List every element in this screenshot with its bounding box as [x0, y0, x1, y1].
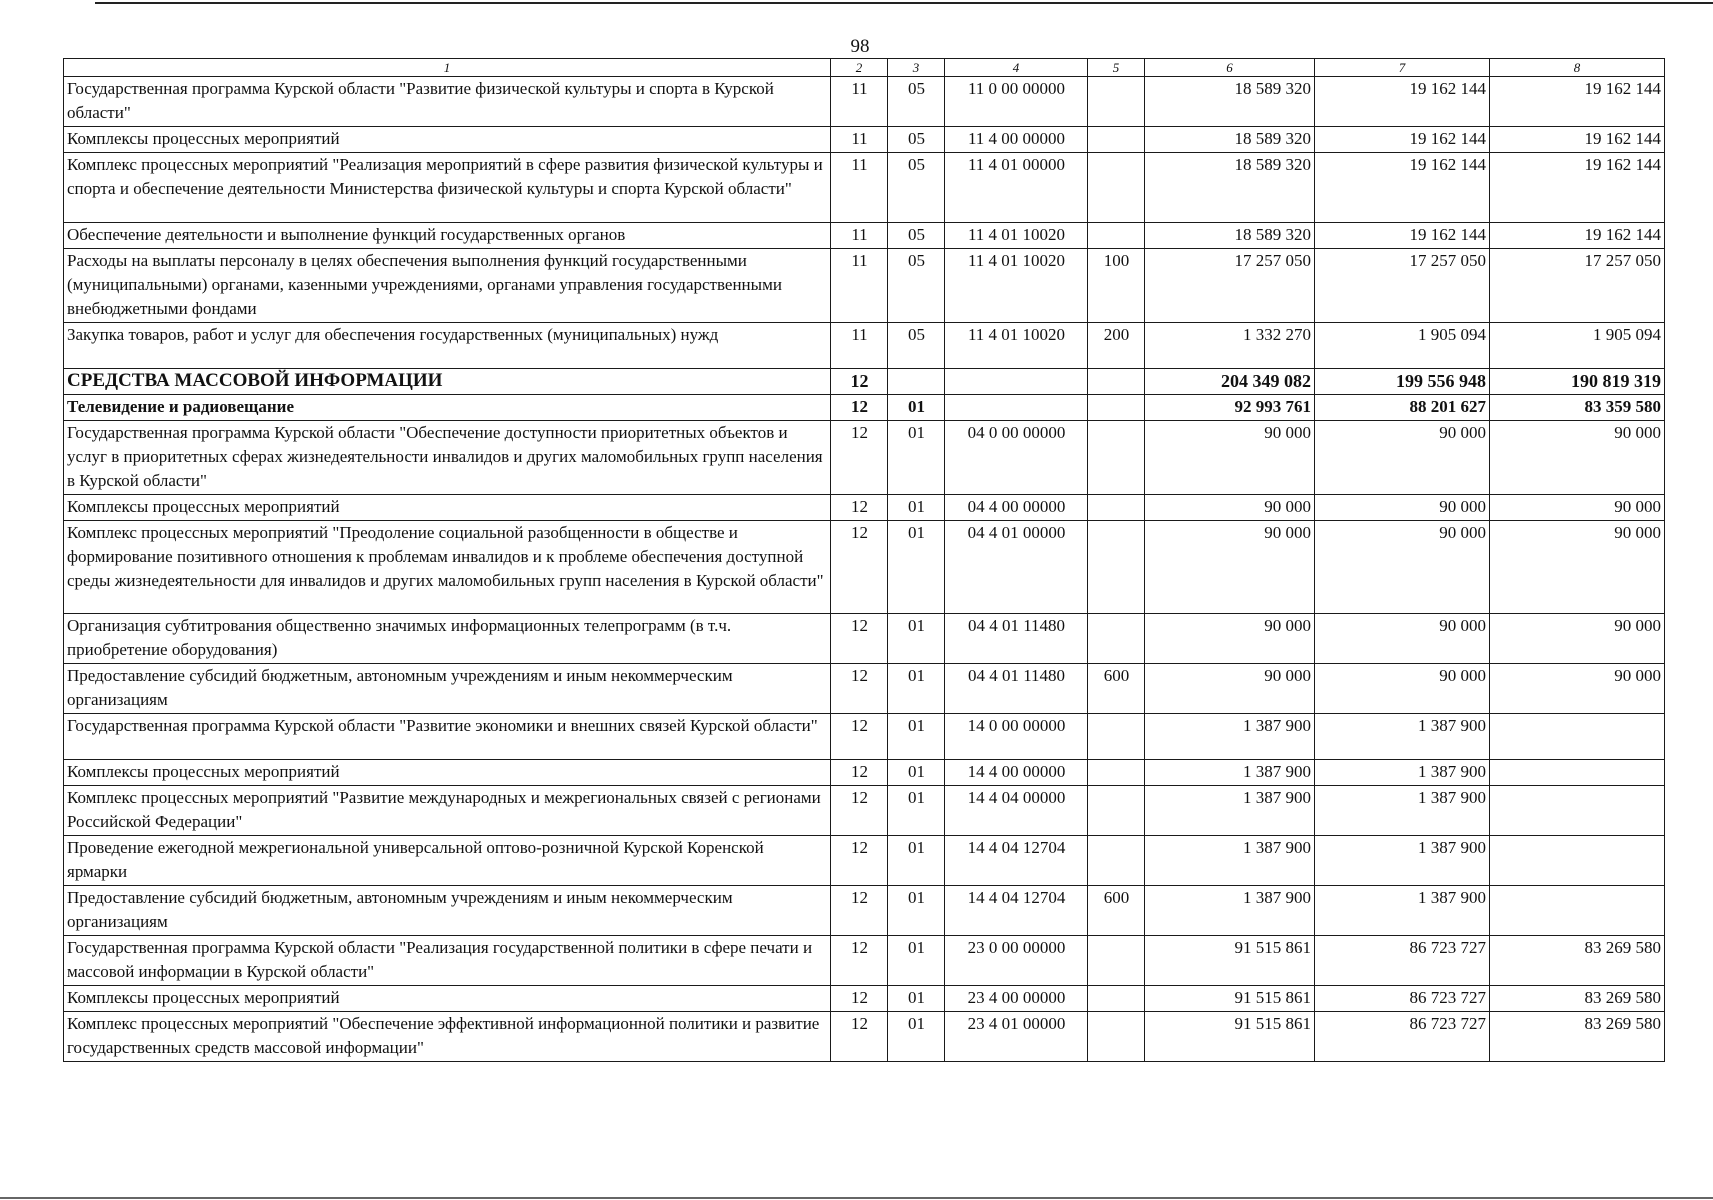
row-amount-year-2: 1 387 900	[1315, 714, 1490, 760]
row-name: Комплекс процессных мероприятий "Развитие международных и межрегиональных связей с регионами Российской Федерации"	[64, 786, 831, 836]
row-expense-type	[1088, 714, 1145, 760]
table-row	[64, 421, 1665, 495]
row-section-code: 12	[831, 936, 888, 986]
row-target-article: 04 4 01 11480	[945, 614, 1088, 664]
row-name: Комплексы процессных мероприятий	[64, 495, 831, 521]
row-amount-year-1: 90 000	[1145, 614, 1315, 664]
row-section-code: 12	[831, 495, 888, 521]
row-amount-year-3: 19 162 144	[1490, 127, 1665, 153]
row-section-code: 12	[831, 986, 888, 1012]
row-target-article: 23 0 00 00000	[945, 936, 1088, 986]
row-expense-type	[1088, 369, 1145, 395]
row-section-code: 12	[831, 1012, 888, 1062]
row-subsection-code: 05	[888, 323, 945, 369]
row-amount-year-3: 90 000	[1490, 614, 1665, 664]
row-amount-year-2: 90 000	[1315, 495, 1490, 521]
row-amount-year-2: 90 000	[1315, 421, 1490, 495]
row-amount-year-3: 1 905 094	[1490, 323, 1665, 369]
row-section-code: 11	[831, 323, 888, 369]
row-amount-year-1: 18 589 320	[1145, 223, 1315, 249]
row-target-article: 04 4 01 11480	[945, 664, 1088, 714]
row-section-code: 12	[831, 614, 888, 664]
row-subsection-code: 05	[888, 223, 945, 249]
row-amount-year-3	[1490, 786, 1665, 836]
row-expense-type	[1088, 153, 1145, 223]
row-amount-year-3	[1490, 836, 1665, 886]
row-target-article: 04 0 00 00000	[945, 421, 1088, 495]
row-name: Комплексы процессных мероприятий	[64, 986, 831, 1012]
row-expense-type	[1088, 760, 1145, 786]
row-amount-year-3: 90 000	[1490, 664, 1665, 714]
row-subsection-code: 01	[888, 495, 945, 521]
row-expense-type	[1088, 1012, 1145, 1062]
table-row	[64, 223, 1665, 249]
row-subsection-code: 01	[888, 786, 945, 836]
table-row	[64, 760, 1665, 786]
row-name: Комплексы процессных мероприятий	[64, 127, 831, 153]
row-subsection-code: 05	[888, 153, 945, 223]
row-amount-year-3	[1490, 886, 1665, 936]
row-section-code: 12	[831, 886, 888, 936]
row-amount-year-2: 1 387 900	[1315, 886, 1490, 936]
row-amount-year-1: 18 589 320	[1145, 127, 1315, 153]
table-row	[64, 127, 1665, 153]
row-section-code: 11	[831, 223, 888, 249]
table-row	[64, 786, 1665, 836]
row-expense-type	[1088, 77, 1145, 127]
row-section-code: 12	[831, 760, 888, 786]
row-amount-year-2: 86 723 727	[1315, 986, 1490, 1012]
table-body	[64, 59, 1665, 1062]
row-expense-type: 600	[1088, 664, 1145, 714]
table-row	[64, 986, 1665, 1012]
bottom-border-line	[0, 1197, 1713, 1199]
row-expense-type	[1088, 395, 1145, 421]
row-name: Обеспечение деятельности и выполнение функций государственных органов	[64, 223, 831, 249]
row-section-code: 12	[831, 786, 888, 836]
row-subsection-code: 05	[888, 249, 945, 323]
row-subsection-code: 01	[888, 886, 945, 936]
row-amount-year-2: 1 387 900	[1315, 836, 1490, 886]
row-amount-year-1: 91 515 861	[1145, 936, 1315, 986]
row-amount-year-1: 17 257 050	[1145, 249, 1315, 323]
row-subsection-code: 01	[888, 936, 945, 986]
row-expense-type	[1088, 936, 1145, 986]
row-amount-year-1: 90 000	[1145, 495, 1315, 521]
row-subsection-code	[888, 369, 945, 395]
row-amount-year-1: 1 387 900	[1145, 836, 1315, 886]
row-section-code: 11	[831, 249, 888, 323]
row-amount-year-1: 90 000	[1145, 521, 1315, 614]
row-name: Организация субтитрования общественно значимых информационных телепрограмм (в т.ч. приобретение оборудования)	[64, 614, 831, 664]
column-header: 6	[1145, 59, 1315, 77]
row-amount-year-1: 204 349 082	[1145, 369, 1315, 395]
table-row	[64, 664, 1665, 714]
row-amount-year-1: 18 589 320	[1145, 153, 1315, 223]
row-target-article: 04 4 01 00000	[945, 521, 1088, 614]
row-amount-year-3: 83 269 580	[1490, 936, 1665, 986]
row-amount-year-2: 86 723 727	[1315, 936, 1490, 986]
row-section-code: 11	[831, 127, 888, 153]
row-amount-year-3: 17 257 050	[1490, 249, 1665, 323]
row-amount-year-2: 86 723 727	[1315, 1012, 1490, 1062]
row-amount-year-2: 1 387 900	[1315, 760, 1490, 786]
row-name: Государственная программа Курской области "Развитие экономики и внешних связей Курской области"	[64, 714, 831, 760]
column-header: 8	[1490, 59, 1665, 77]
row-target-article	[945, 395, 1088, 421]
row-name: Комплекс процессных мероприятий "Реализация мероприятий в сфере развития физической культуры и спорта и обеспечение деятельности Министерства физической культуры и спорта Курской области"	[64, 153, 831, 223]
table-row	[64, 395, 1665, 421]
page-number: 98	[850, 36, 870, 57]
row-expense-type	[1088, 421, 1145, 495]
row-subsection-code: 05	[888, 77, 945, 127]
row-target-article: 11 4 01 10020	[945, 249, 1088, 323]
column-header: 5	[1088, 59, 1145, 77]
row-amount-year-1: 91 515 861	[1145, 986, 1315, 1012]
row-amount-year-1: 1 387 900	[1145, 714, 1315, 760]
row-section-code: 11	[831, 153, 888, 223]
row-expense-type: 200	[1088, 323, 1145, 369]
row-section-code: 12	[831, 521, 888, 614]
row-expense-type	[1088, 986, 1145, 1012]
row-name: Комплекс процессных мероприятий "Преодоление социальной разобщенности в обществе и формирование позитивного отношения к проблемам инвалидов и к проблеме обеспечения доступной среды жизнедеятельности для инвалидов и других маломобильных групп населения в Курской области"	[64, 521, 831, 614]
table-row	[64, 886, 1665, 936]
row-amount-year-1: 90 000	[1145, 421, 1315, 495]
row-section-code: 12	[831, 714, 888, 760]
row-amount-year-1: 1 387 900	[1145, 886, 1315, 936]
row-amount-year-3: 90 000	[1490, 495, 1665, 521]
row-amount-year-2: 88 201 627	[1315, 395, 1490, 421]
row-name: Государственная программа Курской области "Обеспечение доступности приоритетных объектов и услуг в приоритетных сферах жизнедеятельности инвалидов и других маломобильных групп населения в Курской области"	[64, 421, 831, 495]
row-amount-year-1: 1 387 900	[1145, 786, 1315, 836]
row-target-article: 14 4 00 00000	[945, 760, 1088, 786]
row-amount-year-2: 199 556 948	[1315, 369, 1490, 395]
row-amount-year-2: 1 905 094	[1315, 323, 1490, 369]
row-expense-type	[1088, 223, 1145, 249]
row-amount-year-2: 90 000	[1315, 521, 1490, 614]
row-target-article: 11 4 01 10020	[945, 223, 1088, 249]
row-name: Телевидение и радиовещание	[64, 395, 831, 421]
row-amount-year-1: 90 000	[1145, 664, 1315, 714]
row-name: СРЕДСТВА МАССОВОЙ ИНФОРМАЦИИ	[64, 369, 831, 395]
row-section-code: 12	[831, 836, 888, 886]
row-expense-type	[1088, 614, 1145, 664]
row-amount-year-2: 90 000	[1315, 664, 1490, 714]
row-amount-year-2: 90 000	[1315, 614, 1490, 664]
row-subsection-code: 01	[888, 521, 945, 614]
row-target-article: 14 4 04 12704	[945, 886, 1088, 936]
row-amount-year-3: 19 162 144	[1490, 153, 1665, 223]
row-target-article: 14 4 04 00000	[945, 786, 1088, 836]
column-header: 1	[64, 59, 831, 77]
row-amount-year-3: 83 269 580	[1490, 1012, 1665, 1062]
row-amount-year-2: 19 162 144	[1315, 153, 1490, 223]
row-subsection-code: 01	[888, 760, 945, 786]
row-subsection-code: 01	[888, 714, 945, 760]
table-row	[64, 614, 1665, 664]
row-amount-year-3: 83 359 580	[1490, 395, 1665, 421]
row-name: Закупка товаров, работ и услуг для обеспечения государственных (муниципальных) нужд	[64, 323, 831, 369]
row-target-article: 11 4 01 10020	[945, 323, 1088, 369]
row-amount-year-3: 190 819 319	[1490, 369, 1665, 395]
row-name: Комплекс процессных мероприятий "Обеспечение эффективной информационной политики и развитие государственных средств массовой информации"	[64, 1012, 831, 1062]
table-row	[64, 521, 1665, 614]
row-name: Расходы на выплаты персоналу в целях обеспечения выполнения функций государственными (муниципальными) органами, казенными учреждениями, органами управления государственными внебюджетными фондами	[64, 249, 831, 323]
column-header: 4	[945, 59, 1088, 77]
row-amount-year-3	[1490, 760, 1665, 786]
row-section-code: 11	[831, 77, 888, 127]
table-row	[64, 495, 1665, 521]
row-amount-year-1: 91 515 861	[1145, 1012, 1315, 1062]
table-row	[64, 77, 1665, 127]
row-section-code: 12	[831, 664, 888, 714]
table-row	[64, 369, 1665, 395]
row-name: Комплексы процессных мероприятий	[64, 760, 831, 786]
table-row	[64, 836, 1665, 886]
row-subsection-code: 01	[888, 1012, 945, 1062]
column-header: 7	[1315, 59, 1490, 77]
row-target-article: 23 4 00 00000	[945, 986, 1088, 1012]
row-amount-year-2: 17 257 050	[1315, 249, 1490, 323]
row-amount-year-1: 1 332 270	[1145, 323, 1315, 369]
row-amount-year-2: 19 162 144	[1315, 223, 1490, 249]
top-border-line	[95, 2, 1713, 4]
row-amount-year-3: 83 269 580	[1490, 986, 1665, 1012]
row-expense-type	[1088, 127, 1145, 153]
row-amount-year-3: 19 162 144	[1490, 223, 1665, 249]
row-expense-type	[1088, 836, 1145, 886]
row-name: Предоставление субсидий бюджетным, автономным учреждениям и иным некоммерческим организациям	[64, 664, 831, 714]
row-subsection-code: 01	[888, 986, 945, 1012]
budget-table	[63, 58, 1665, 1062]
row-expense-type	[1088, 521, 1145, 614]
column-header: 3	[888, 59, 945, 77]
row-amount-year-3: 90 000	[1490, 421, 1665, 495]
table-row	[64, 153, 1665, 223]
row-subsection-code: 05	[888, 127, 945, 153]
row-target-article: 14 4 04 12704	[945, 836, 1088, 886]
row-name: Государственная программа Курской области "Реализация государственной политики в сфере печати и массовой информации в Курской области"	[64, 936, 831, 986]
column-header: 2	[831, 59, 888, 77]
row-subsection-code: 01	[888, 614, 945, 664]
row-section-code: 12	[831, 369, 888, 395]
column-number-row	[64, 59, 1665, 77]
row-expense-type: 600	[1088, 886, 1145, 936]
row-name: Государственная программа Курской области "Развитие физической культуры и спорта в Курской области"	[64, 77, 831, 127]
row-amount-year-2: 19 162 144	[1315, 127, 1490, 153]
row-amount-year-3: 19 162 144	[1490, 77, 1665, 127]
table-row	[64, 249, 1665, 323]
row-subsection-code: 01	[888, 836, 945, 886]
row-expense-type: 100	[1088, 249, 1145, 323]
row-amount-year-1: 18 589 320	[1145, 77, 1315, 127]
row-subsection-code: 01	[888, 395, 945, 421]
row-subsection-code: 01	[888, 664, 945, 714]
row-target-article: 11 4 00 00000	[945, 127, 1088, 153]
row-expense-type	[1088, 495, 1145, 521]
row-target-article: 11 0 00 00000	[945, 77, 1088, 127]
row-name: Предоставление субсидий бюджетным, автономным учреждениям и иным некоммерческим организациям	[64, 886, 831, 936]
row-target-article: 23 4 01 00000	[945, 1012, 1088, 1062]
row-target-article: 04 4 00 00000	[945, 495, 1088, 521]
row-section-code: 12	[831, 395, 888, 421]
row-amount-year-1: 92 993 761	[1145, 395, 1315, 421]
row-subsection-code: 01	[888, 421, 945, 495]
table-row	[64, 936, 1665, 986]
row-amount-year-2: 1 387 900	[1315, 786, 1490, 836]
row-amount-year-2: 19 162 144	[1315, 77, 1490, 127]
row-expense-type	[1088, 786, 1145, 836]
row-target-article: 11 4 01 00000	[945, 153, 1088, 223]
row-target-article	[945, 369, 1088, 395]
row-amount-year-3	[1490, 714, 1665, 760]
table-row	[64, 714, 1665, 760]
row-target-article: 14 0 00 00000	[945, 714, 1088, 760]
table-row	[64, 323, 1665, 369]
row-amount-year-1: 1 387 900	[1145, 760, 1315, 786]
row-section-code: 12	[831, 421, 888, 495]
table-row	[64, 1012, 1665, 1062]
row-name: Проведение ежегодной межрегиональной универсальной оптово-розничной Курской Коренской ярмарки	[64, 836, 831, 886]
row-amount-year-3: 90 000	[1490, 521, 1665, 614]
